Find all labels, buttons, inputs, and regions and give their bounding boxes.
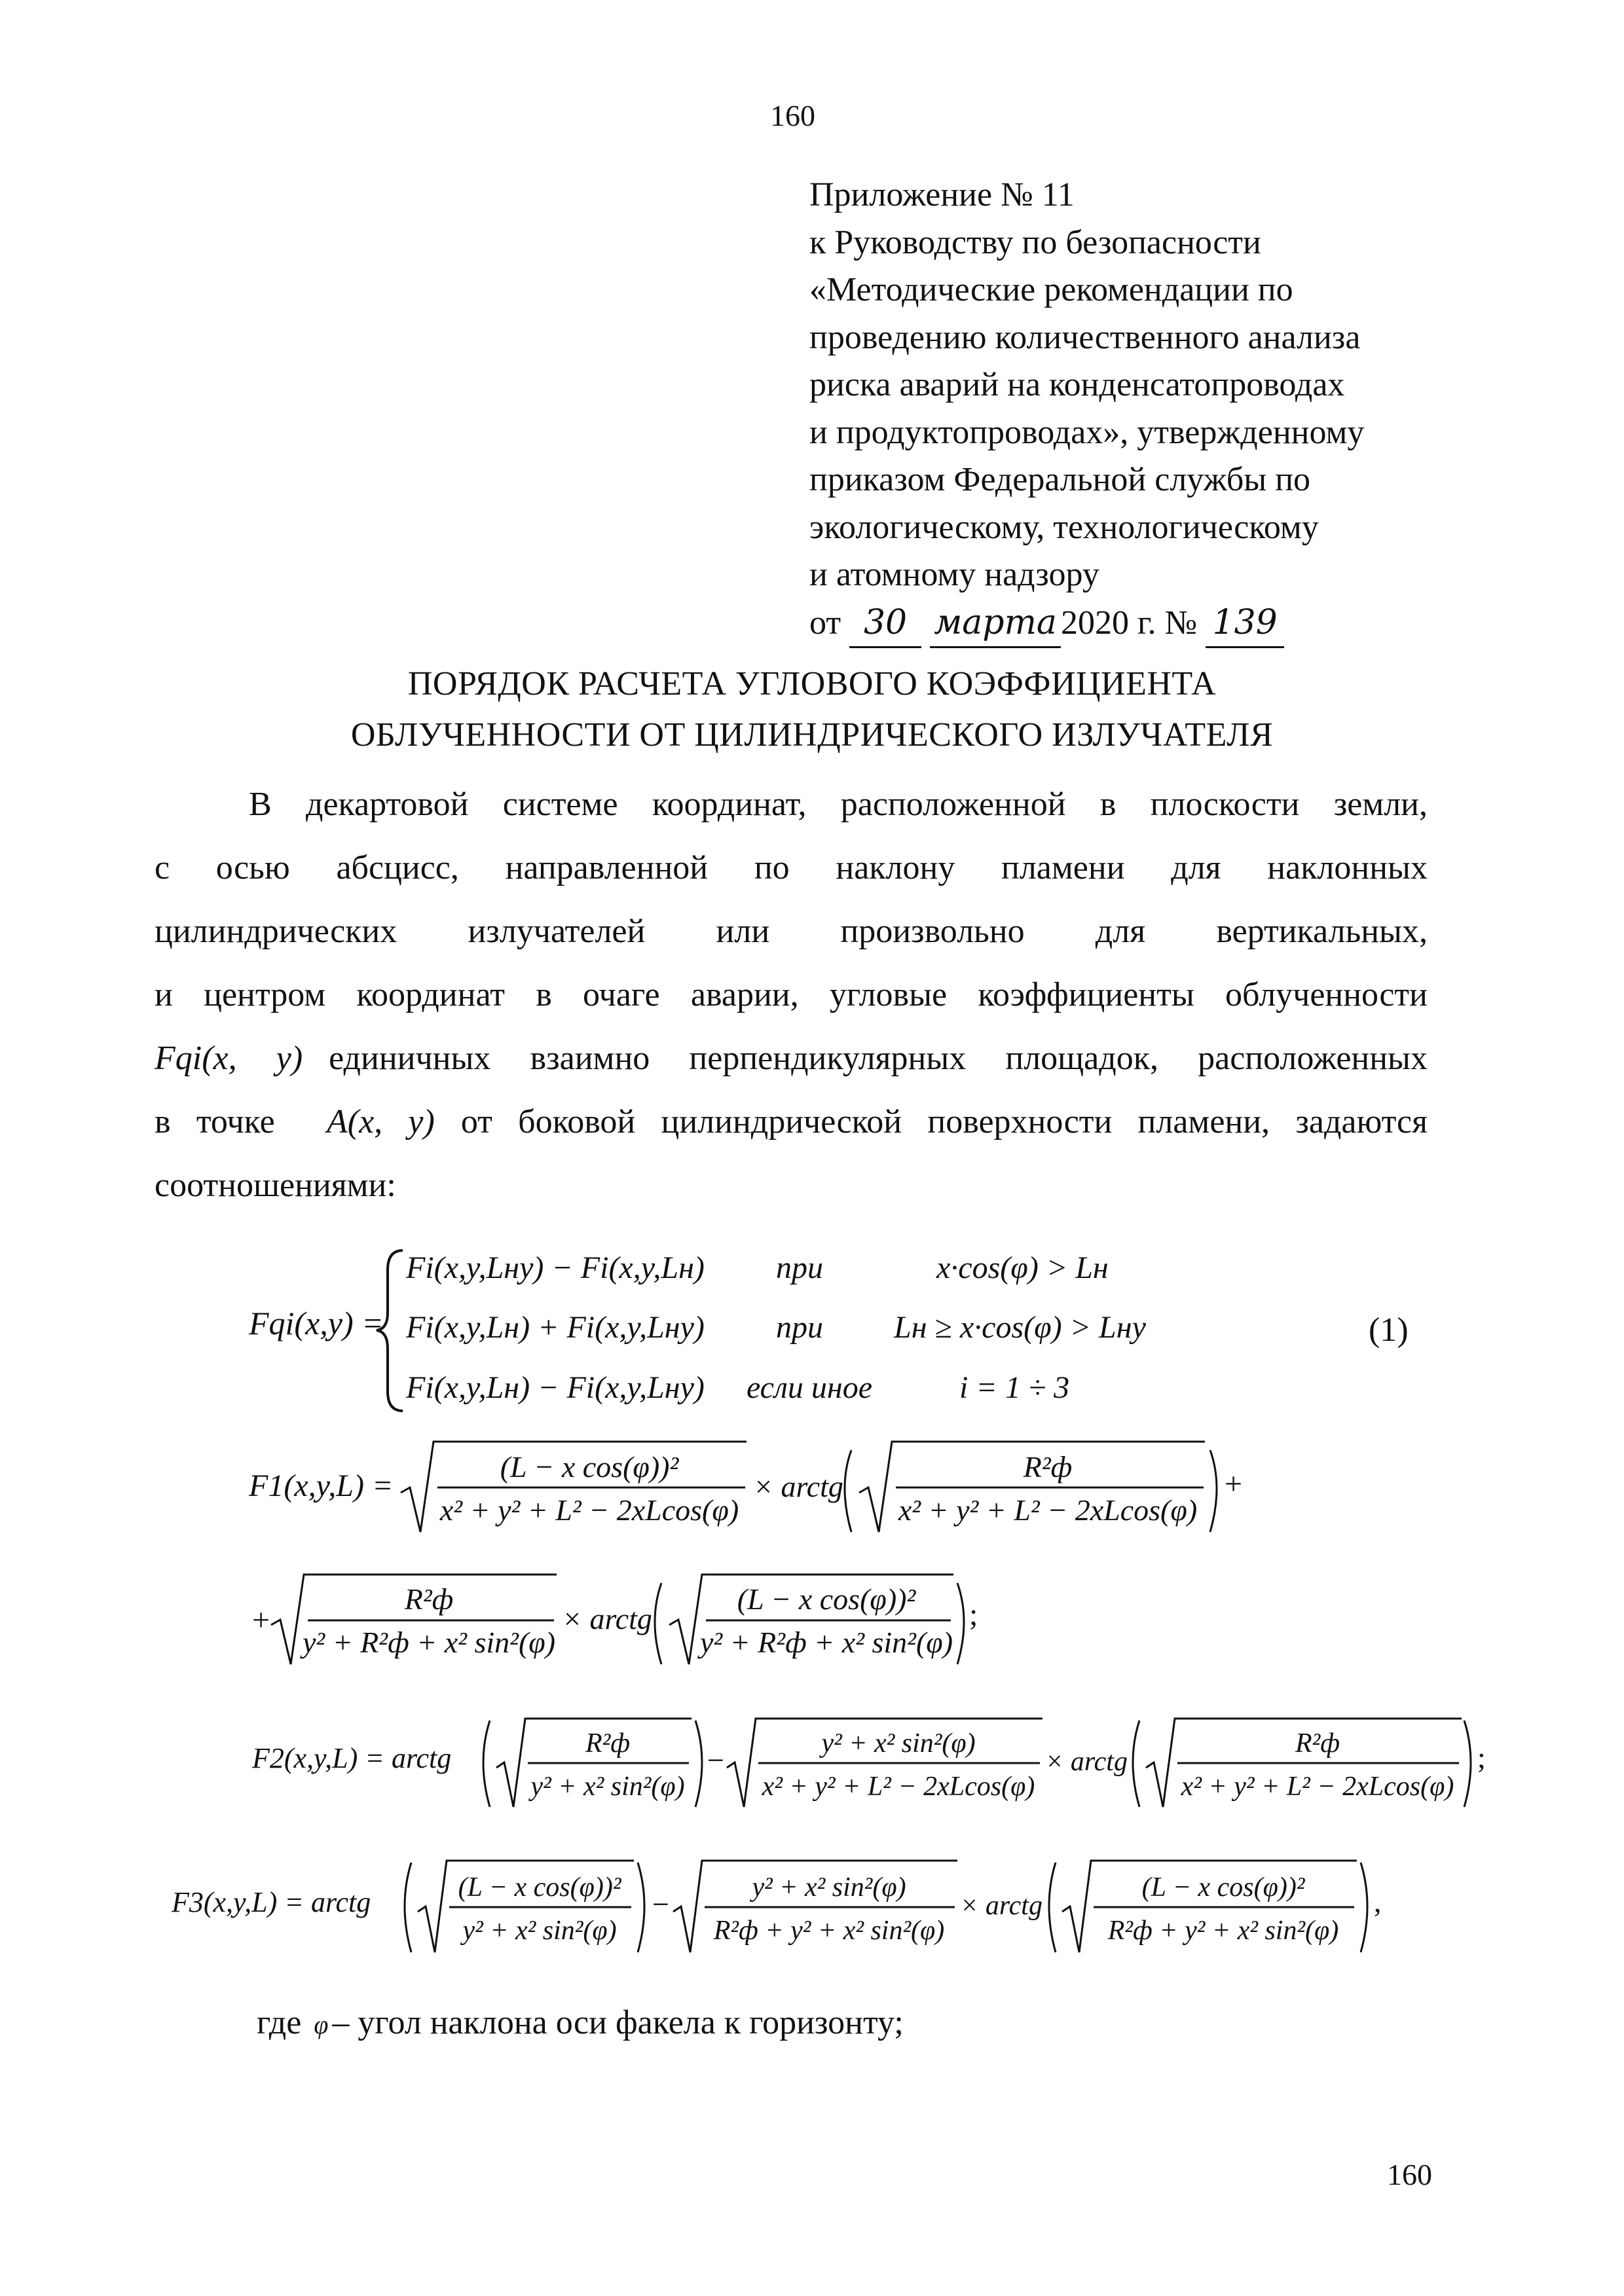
- f2-minus: −: [707, 1743, 724, 1777]
- when-3: если иное: [747, 1370, 873, 1405]
- point-symbol: A(x, y): [327, 1103, 435, 1140]
- paren-left: [845, 1450, 851, 1532]
- formula-1-lhs: Fqi(x,y) =: [249, 1305, 384, 1341]
- appendix-line: приказом Федеральной службы по: [809, 461, 1311, 498]
- phi-symbol: φ: [314, 2010, 329, 2039]
- f1-den-2: x² + y² + L² − 2xLcos(φ): [898, 1493, 1198, 1527]
- f3-num-1: (L − x cos(φ))²: [458, 1872, 621, 1903]
- paragraph-line: [155, 1090, 1428, 1154]
- paragraph-line: цилиндрических излучателей или произвольно для вертикальных,: [155, 913, 1428, 950]
- paragraph-line: В декартовой системе координат, расположенной в плоскости земли,: [249, 786, 1428, 823]
- paragraph-text: в точке: [155, 1103, 275, 1140]
- paragraph-text: от боковой цилиндрической поверхности пламени, задаются: [460, 1103, 1428, 1140]
- f3-lhs: F3(x,y,L) = arctg: [172, 1886, 371, 1918]
- date-prefix: от: [809, 604, 841, 642]
- paragraph-text: единичных взаимно перпендикулярных площадок, расположенных: [329, 1040, 1428, 1077]
- order-number: 139: [1206, 599, 1284, 649]
- f3-den-3: R²ф + y² + x² sin²(φ): [1107, 1916, 1339, 1946]
- f2-lhs: F2(x,y,L) = arctg: [252, 1742, 452, 1774]
- paragraph-line: и центром координат в очаге аварии, угловые коэффициенты облученности: [155, 976, 1428, 1013]
- case-2: Fi(x,y,Lн) + Fi(x,y,Lну): [406, 1310, 705, 1345]
- fq-symbol: Fqi(x, y): [155, 1040, 303, 1077]
- formula-f1: [0, 1434, 1624, 1689]
- when-1: при: [776, 1250, 823, 1285]
- f2-den-2: x² + y² + L² − 2xLcos(φ): [762, 1772, 1035, 1802]
- paren-right: [1210, 1450, 1217, 1532]
- f2-num-2: y² + x² sin²(φ): [821, 1728, 976, 1758]
- paren-left: [1049, 1863, 1056, 1952]
- case-3: Fi(x,y,Lн) − Fi(x,y,Lну): [406, 1370, 705, 1405]
- equation-number: (1): [1369, 1311, 1409, 1349]
- f1-end: ;: [969, 1597, 978, 1632]
- appendix-line: Приложение № 11: [809, 176, 1075, 213]
- f1-tail: +: [1225, 1467, 1243, 1501]
- note-prefix: где: [257, 2004, 302, 2041]
- document-title: [0, 659, 1624, 761]
- paren-left: [1133, 1721, 1139, 1807]
- title-line-1: ПОРЯДОК РАСЧЕТА УГЛОВОГО КОЭФФИЦИЕНТА: [407, 665, 1217, 702]
- f1-num-3: R²ф: [404, 1582, 454, 1616]
- f3-num-3: (L − x cos(φ))²: [1141, 1872, 1305, 1903]
- f1-num-1: (L − x cos(φ))²: [500, 1450, 679, 1484]
- page-number-bottom: 160: [1387, 2158, 1432, 2191]
- when-2: при: [776, 1310, 823, 1345]
- intro-paragraph: [155, 773, 1428, 1217]
- paragraph-line: соотношениями:: [155, 1167, 396, 1204]
- paren-left: [483, 1721, 490, 1807]
- paren-right: [638, 1863, 644, 1952]
- paren-left: [655, 1583, 661, 1664]
- angle-note: [257, 2003, 904, 2042]
- formula-f3: [0, 1846, 1624, 1964]
- f2-den-1: y² + x² sin²(φ): [530, 1772, 685, 1802]
- appendix-line: к Руководству по безопасности: [809, 223, 1261, 261]
- date-month: марта: [930, 599, 1061, 649]
- f1-lead-2: +: [252, 1603, 270, 1637]
- paren-left: [405, 1863, 411, 1952]
- f1-num-4: (L − x cos(φ))²: [737, 1582, 916, 1616]
- f1-den-3: y² + R²ф + x² sin²(φ): [302, 1626, 556, 1659]
- f1-op-2: × arctg: [562, 1602, 652, 1635]
- f3-den-1: y² + x² sin²(φ): [462, 1916, 617, 1946]
- appendix-line: риска аварий на конденсатопроводах: [809, 366, 1345, 403]
- f1-lhs: F1(x,y,L) =: [249, 1468, 394, 1503]
- order-date-line: [809, 599, 1364, 649]
- cond-1: x·cos(φ) > Lн: [936, 1250, 1109, 1285]
- appendix-line: и атомному надзору: [809, 556, 1099, 593]
- cond-3: i = 1 ÷ 3: [959, 1370, 1070, 1405]
- date-year: 2020 г. №: [1061, 604, 1198, 642]
- f3-op: × arctg: [960, 1891, 1043, 1921]
- f1-den-1: x² + y² + L² − 2xLcos(φ): [439, 1493, 739, 1527]
- appendix-header: [809, 172, 1364, 648]
- formula-f2: [0, 1702, 1624, 1820]
- formula-1: [0, 1231, 1624, 1427]
- appendix-line: проведению количественного анализа: [809, 318, 1361, 356]
- f3-end: ,: [1374, 1885, 1382, 1918]
- f1-num-2: R²ф: [1023, 1450, 1073, 1484]
- f2-num-3: R²ф: [1295, 1728, 1340, 1758]
- f1-den-4: y² + R²ф + x² sin²(φ): [699, 1626, 953, 1659]
- f3-den-2: R²ф + y² + x² sin²(φ): [713, 1916, 945, 1946]
- appendix-line: экологическому, технологическому: [809, 508, 1319, 546]
- f2-den-3: x² + y² + L² − 2xLcos(φ): [1181, 1772, 1454, 1802]
- f3-num-2: y² + x² sin²(φ): [752, 1872, 906, 1903]
- f1-op: × arctg: [753, 1470, 843, 1503]
- f2-op: × arctg: [1045, 1747, 1128, 1777]
- paren-right: [1464, 1721, 1471, 1807]
- note-text: – угол наклона оси факела к горизонту;: [332, 2004, 904, 2041]
- paren-right: [695, 1721, 702, 1807]
- case-1: Fi(x,y,Lну) − Fi(x,y,Lн): [406, 1250, 705, 1285]
- title-line-2: ОБЛУЧЕННОСТИ ОТ ЦИЛИНДРИЧЕСКОГО ИЗЛУЧАТЕЛЯ: [350, 716, 1274, 754]
- paragraph-line: с осью абсцисс, направленной по наклону пламени для наклонных: [155, 849, 1428, 886]
- f3-minus: −: [652, 1887, 669, 1921]
- paragraph-line: [155, 1027, 1428, 1090]
- page-number-top: 160: [770, 99, 815, 132]
- f2-num-1: R²ф: [585, 1728, 631, 1758]
- appendix-line: и продуктопроводах», утвержденному: [809, 413, 1365, 451]
- appendix-line: «Методические рекомендации по: [809, 271, 1293, 308]
- paren-right: [957, 1583, 964, 1664]
- f2-end: ;: [1477, 1741, 1486, 1774]
- cond-2: Lн ≥ x·cos(φ) > Lну: [894, 1310, 1146, 1345]
- paren-right: [1361, 1863, 1367, 1952]
- left-brace: [377, 1250, 403, 1411]
- date-day: 30: [849, 599, 921, 649]
